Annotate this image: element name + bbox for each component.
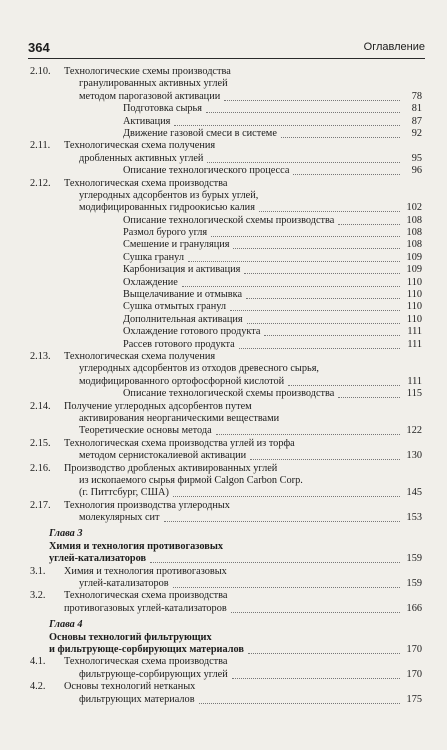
entry-title: углей-катализаторов [79,578,169,590]
page-ref[interactable]: 111 [407,338,422,350]
page-ref[interactable]: 109 [406,264,422,276]
dot-leader [293,165,400,175]
entry-title: Технология производства углеродных [64,499,230,511]
page-ref[interactable]: 159 [406,553,422,565]
toc-line [30,326,422,338]
page-ref[interactable]: 96 [411,165,422,177]
dot-leader [248,644,400,654]
toc-line [30,541,422,553]
entry-title: методом парогазовой активации [79,90,221,102]
toc-line [30,153,422,165]
dot-leader [338,388,400,398]
entry-title: фильтрующе-сорбирующих углей [79,668,228,680]
page-ref[interactable]: 92 [411,127,422,139]
entry-title: Описание технологической схемы производства [123,388,335,400]
toc-line [30,202,422,214]
page-ref[interactable]: 122 [406,425,422,437]
page-ref[interactable]: 95 [411,152,422,164]
entry-title: Сушка отмытых гранул [123,301,227,313]
entry-title: Сушка гранул [123,251,184,263]
toc-line [30,277,422,289]
chapter-title: Химия и технология противогазовых [49,540,224,552]
entry-title: углеродных адсорбентов из отходов древесного сырья, [79,363,320,375]
dot-leader [247,314,400,324]
dot-leader [288,376,400,386]
entry-title: Выщелачивание и отмывка [123,289,243,301]
page-ref[interactable]: 115 [406,388,422,400]
section-number: 2.14. [30,400,51,412]
toc-line [30,632,422,644]
entry-title: Технологическая схема получения [64,140,216,152]
entry-title: активирования неорганическими веществами [79,412,280,424]
dot-leader [244,264,400,274]
dot-leader [239,339,400,349]
dot-leader [164,512,400,522]
toc-line [30,553,422,565]
section-number: 2.11. [30,140,51,152]
section-number: 3.2. [30,590,46,602]
toc-line [30,566,422,578]
entry-title: Охлаждение готового продукта [123,326,261,338]
page-ref[interactable]: 81 [411,103,422,115]
section-number: 4.1. [30,656,46,668]
dot-leader [173,578,400,588]
dot-leader [199,694,400,704]
toc-line [30,694,422,706]
toc-line [30,66,422,78]
entry-title: Основы технологий нетканых [64,681,196,693]
toc-line [30,401,422,413]
entry-title: (г. Питтсбург, США) [79,487,169,499]
entry-title: Размол бурого угля [123,227,208,239]
toc-line [30,413,422,425]
table-of-contents [30,66,422,706]
page-ref[interactable]: 166 [406,602,422,614]
chapter-label: Глава 4 [49,619,83,631]
page-ref[interactable]: 159 [406,578,422,590]
page-number: 364 [28,40,50,55]
dot-leader [250,450,400,460]
section-number: 3.1. [30,565,46,577]
section-number: 2.15. [30,437,51,449]
entry-title: углеродных адсорбентов из бурых углей, [79,189,259,201]
entry-title: противогазовых углей-катализаторов [64,602,227,614]
entry-title: Технологическая схема производства [64,590,228,602]
entry-title: модифицированного ортофосфорной кислотой [79,375,285,387]
page-ref[interactable]: 111 [407,375,422,387]
toc-line [30,190,422,202]
entry-title: Подготовка сырья [123,103,202,115]
entry-title: Охлаждение [123,276,178,288]
entry-title: Получение углеродных адсорбентов путем [64,400,252,412]
entry-title: Смешение и грануляция [123,239,230,251]
page-ref[interactable]: 108 [406,239,422,251]
toc-line [30,227,422,239]
toc-line [30,681,422,693]
entry-title: Активация [123,115,171,127]
entry-title: Рассев готового продукта [123,338,235,350]
page-header [28,40,425,59]
entry-title: Технологические схемы производства [64,66,231,77]
entry-title: гранулированных активных углей [79,78,228,90]
toc-line [30,128,422,140]
entry-title: Теоретические основы метода [79,425,212,437]
entry-title: Технологическая схема производства [64,656,228,668]
chapter-title: углей-катализаторов [49,553,147,565]
toc-line [30,363,422,375]
page-ref[interactable]: 111 [407,326,422,338]
page-ref[interactable]: 78 [411,90,422,102]
entry-title: дробленных активных углей [79,152,204,164]
page-ref[interactable]: 110 [406,289,422,301]
entry-title: Описание технологического процесса [123,165,290,177]
dot-leader [338,215,400,225]
page-ref[interactable]: 109 [406,251,422,263]
dot-leader [188,252,400,262]
entry-title: Технологическая схема получения [64,350,216,362]
page-ref[interactable]: 108 [406,227,422,239]
toc-line [30,590,422,602]
dot-leader [231,603,400,613]
dot-leader [224,91,400,101]
toc-line [30,475,422,487]
dot-leader [206,103,400,113]
entry-title: фильтрующих материалов [79,693,195,705]
toc-line [30,289,422,301]
entry-title: Технологическая схема производства [64,177,228,189]
page-ref[interactable]: 110 [406,276,422,288]
entry-title: Движение газовой смеси в системе [123,127,277,139]
toc-line [30,619,422,631]
entry-title: модифицированных гидроокисью калия [79,202,255,214]
dot-leader [216,425,400,435]
entry-title: Описание технологической схемы производства [123,214,335,226]
entry-title: Дополнительная активация [123,313,243,325]
page-ref[interactable]: 102 [406,202,422,214]
page-ref[interactable]: 108 [406,214,422,226]
dot-leader [173,487,400,497]
dot-leader [259,202,400,212]
toc-line [30,669,422,681]
page-ref[interactable]: 170 [406,668,422,680]
section-number: 2.13. [30,350,51,362]
chapter-label: Глава 3 [49,528,83,540]
toc-line [30,463,422,475]
dot-leader [232,669,400,679]
toc-line [30,603,422,615]
page-ref[interactable]: 153 [406,512,422,524]
toc-line [30,528,422,540]
section-number: 2.16. [30,462,51,474]
toc-line [30,388,422,400]
dot-leader [230,301,400,311]
toc-line [30,450,422,462]
toc-line [30,78,422,90]
section-number: 2.17. [30,499,51,511]
toc-line [30,438,422,450]
running-title: Оглавление [363,41,425,53]
page-ref[interactable]: 175 [406,693,422,705]
toc-line [30,264,422,276]
toc-line [30,314,422,326]
entry-title: методом сернистокалиевой активации [79,450,247,462]
toc-line [30,140,422,152]
chapter-title: Основы технологий фильтрующих [49,631,212,643]
dot-leader [246,289,400,299]
dot-leader [233,239,400,249]
toc-line [30,376,422,388]
toc-line [30,215,422,227]
dot-leader [281,128,400,138]
toc-line [30,116,422,128]
dot-leader [264,326,400,336]
toc-line [30,165,422,177]
toc-line [30,91,422,103]
toc-line [30,339,422,351]
page-ref[interactable]: 87 [411,115,422,127]
toc-line [30,487,422,499]
page-ref[interactable]: 145 [406,487,422,499]
entry-title: Технологическая схема производства углей из торфа [64,437,295,449]
toc-line [30,644,422,656]
toc-line [30,656,422,668]
toc-line [30,301,422,313]
toc-line [30,252,422,264]
dot-leader [207,153,400,163]
toc-line [30,351,422,363]
page-ref[interactable]: 110 [406,313,422,325]
section-number: 2.10. [30,66,51,77]
page-ref[interactable]: 110 [406,301,422,313]
toc-line [30,103,422,115]
page-ref[interactable]: 170 [406,643,422,655]
chapter-title: и фильтрующе-сорбирующих материалов [49,643,244,655]
entry-title: Карбонизация и активация [123,264,241,276]
entry-title: Химия и технология противогазовых [64,565,227,577]
dot-leader [182,277,400,287]
page-ref[interactable]: 130 [406,450,422,462]
entry-title: из ископаемого сырья фирмой Calgon Carbon Corp. [79,474,303,486]
entry-title: молекулярных сит [79,512,160,524]
toc-line [30,239,422,251]
toc-line [30,178,422,190]
section-number: 4.2. [30,681,46,693]
section-number: 2.12. [30,177,51,189]
dot-leader [174,116,400,126]
toc-line [30,425,422,437]
dot-leader [211,227,400,237]
toc-line [30,578,422,590]
entry-title: Производство дробленых активированных углей [64,462,278,474]
toc-line [30,500,422,512]
dot-leader [150,553,400,563]
toc-line [30,512,422,524]
